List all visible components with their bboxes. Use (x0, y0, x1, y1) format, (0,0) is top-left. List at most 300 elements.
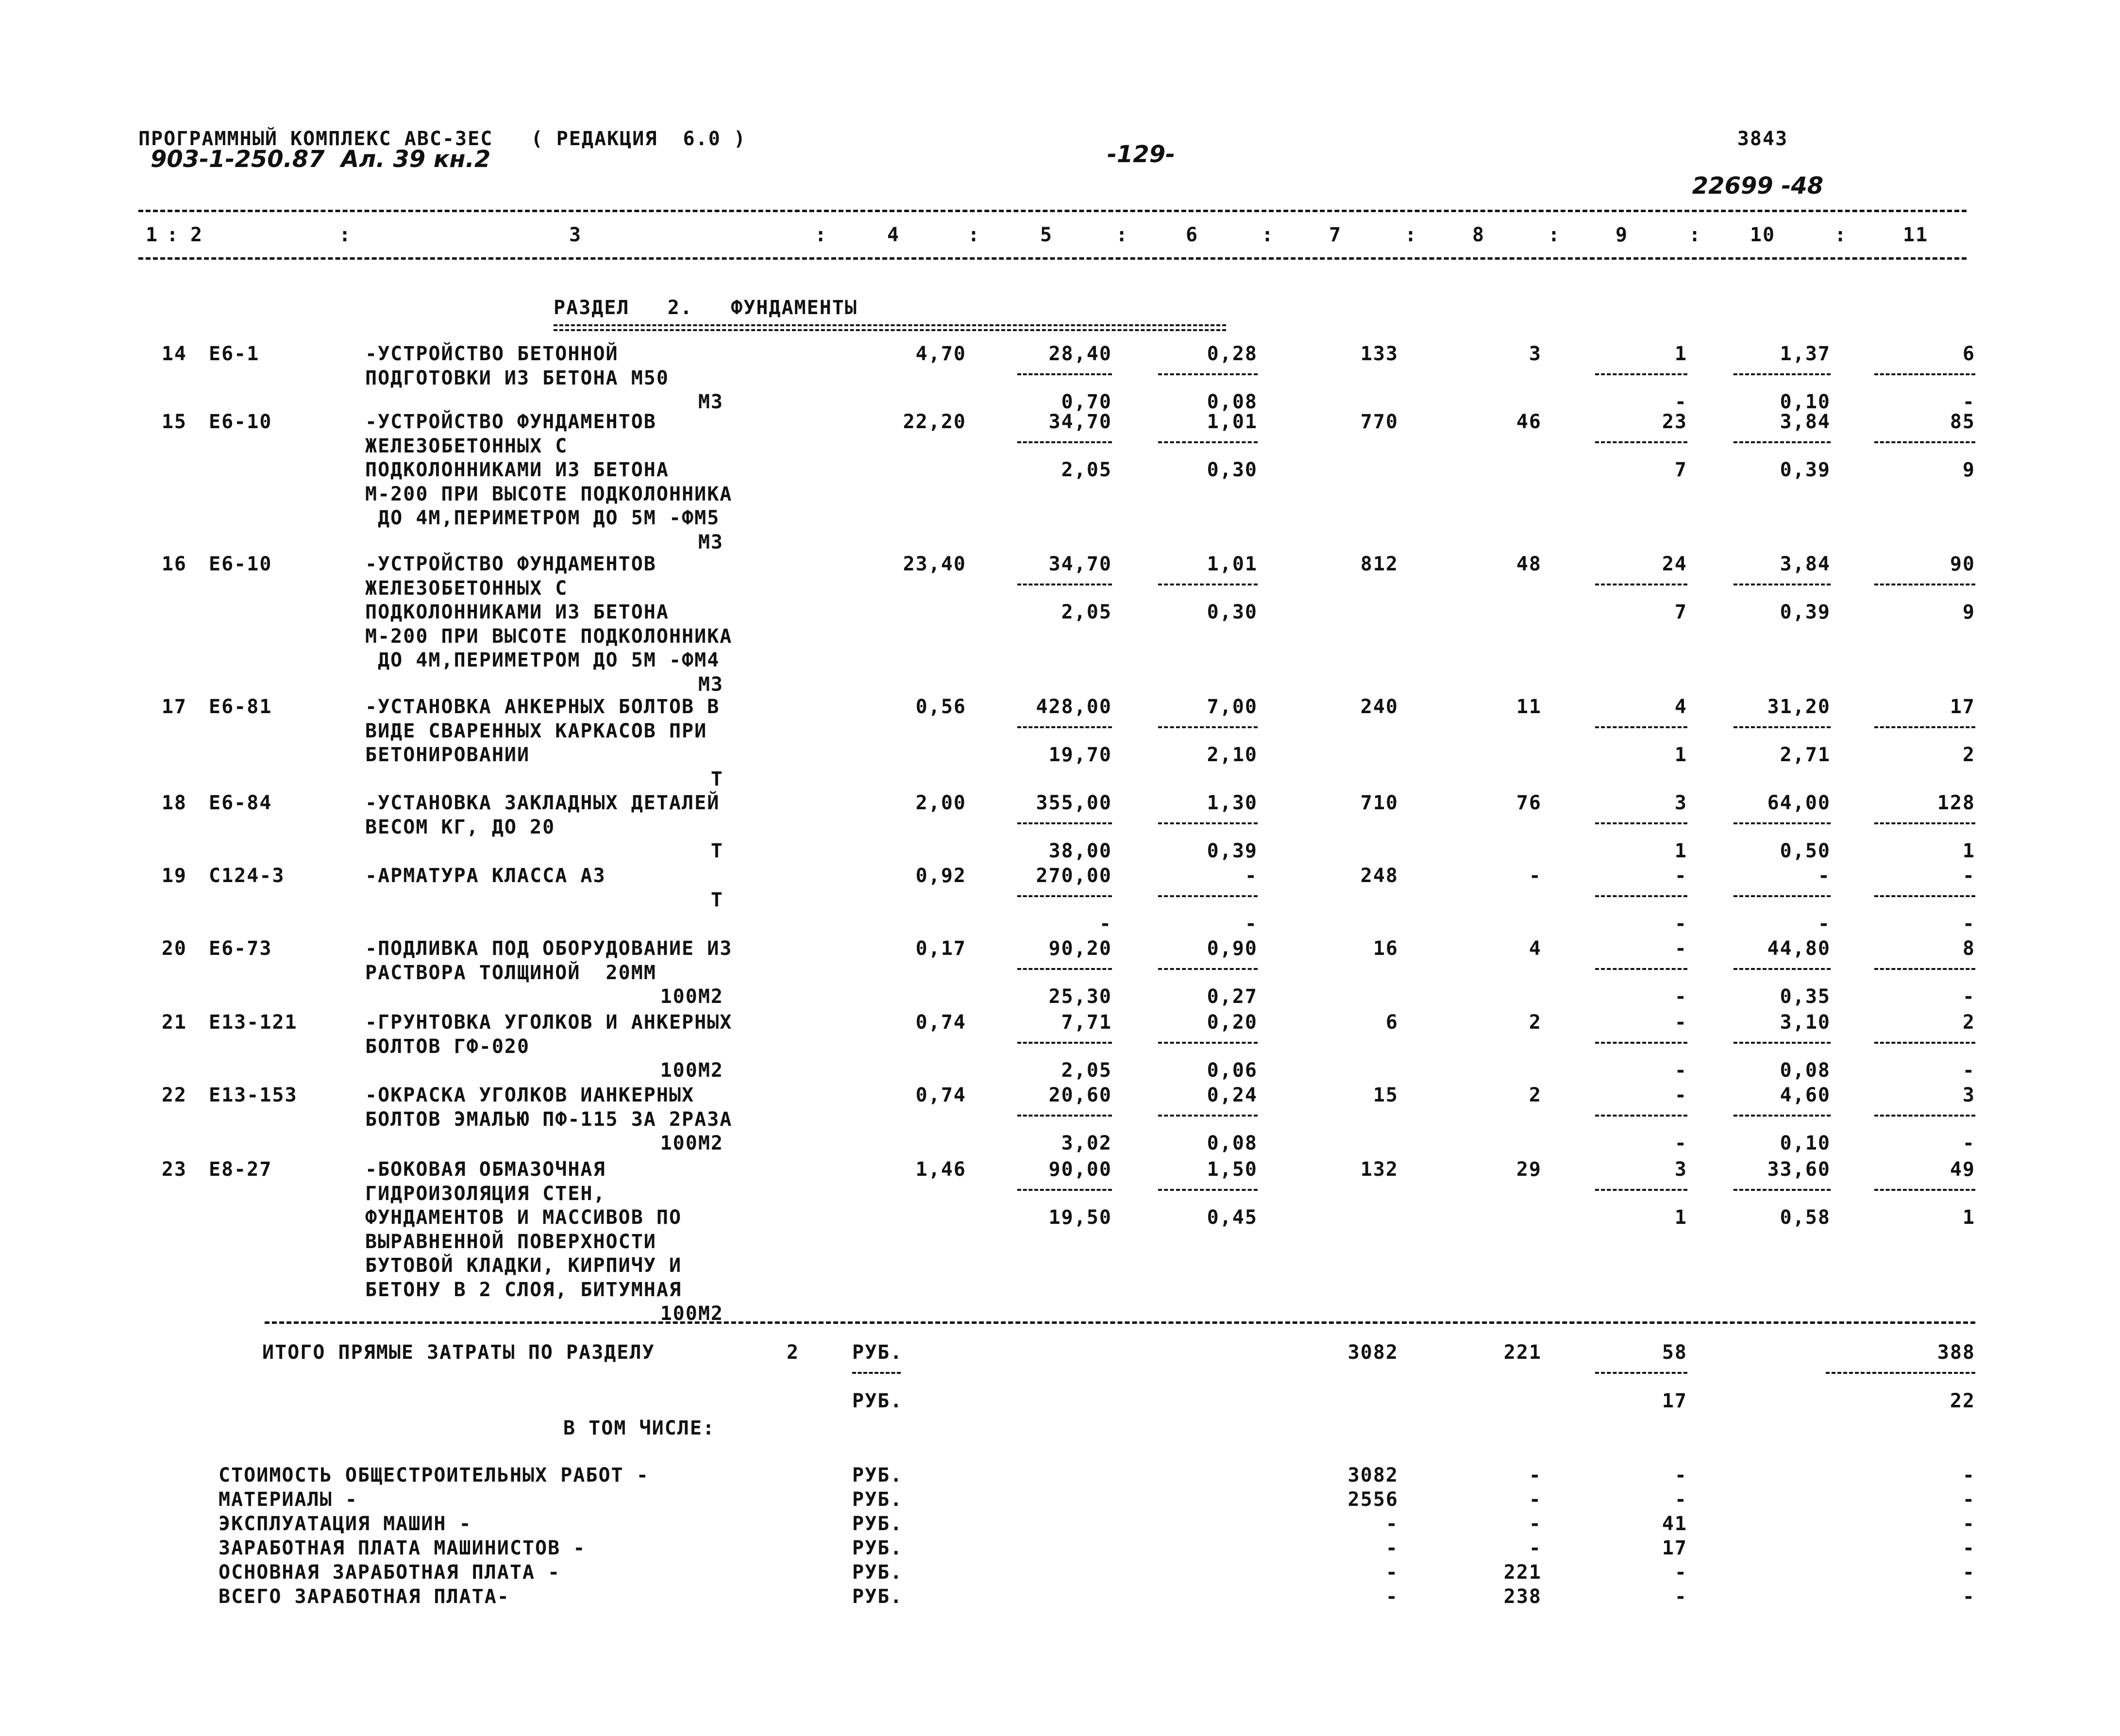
row-unit: М3 (698, 531, 723, 553)
totals-c9: 58 (1662, 1341, 1687, 1364)
column-separator: : (1405, 224, 1418, 246)
column-separator: : (1262, 224, 1275, 246)
row-code: Е6-10 (209, 411, 272, 433)
row-cell-c9: - (1674, 1011, 1687, 1034)
row-cell-c5b: 2,05 (1061, 1059, 1112, 1082)
row-cell-c5: 34,70 (1048, 553, 1112, 575)
row-cell-c9b: - (1674, 1059, 1687, 1082)
row-description-line: ПОДГОТОВКИ ИЗ БЕТОНА М50 (365, 367, 669, 389)
row-divider-c6 (1158, 441, 1258, 443)
row-description-line: -ГРУНТОВКА УГОЛКОВ И АНКЕРНЫХ (365, 1011, 733, 1034)
row-cell-c5: 7,71 (1061, 1011, 1112, 1034)
row-divider-c5 (1017, 441, 1112, 443)
row-cell-qty: 0,74 (915, 1084, 966, 1106)
row-divider-c6 (1158, 968, 1258, 970)
column-header-1: 1 (145, 224, 159, 246)
row-code: Е6-81 (209, 696, 272, 718)
breakdown-c11: - (1962, 1537, 1975, 1559)
row-number: 18 (161, 792, 187, 814)
row-cell-c10: 44,80 (1767, 937, 1831, 960)
row-cell-c8: 4 (1529, 937, 1542, 960)
row-cell-c11b: - (1962, 1132, 1975, 1154)
row-cell-c6: 1,30 (1207, 792, 1258, 814)
breakdown-c11: - (1962, 1488, 1975, 1511)
row-divider-c6 (1158, 1189, 1258, 1191)
row-cell-c10b: 0,10 (1780, 1132, 1831, 1154)
row-cell-c10b: 0,58 (1780, 1206, 1831, 1229)
row-divider-c5 (1017, 895, 1112, 897)
column-header-2: 2 (190, 224, 203, 246)
row-cell-c9b: - (1674, 1132, 1687, 1154)
row-cell-c10b: 0,39 (1780, 601, 1831, 623)
row-cell-c8: 3 (1529, 343, 1542, 365)
row-description-line: М-200 ПРИ ВЫСОТЕ ПОДКОЛОННИКА (365, 625, 733, 648)
row-cell-c9b: 1 (1674, 840, 1687, 862)
breakdown-label: ЭКСПЛУАТАЦИЯ МАШИН - (219, 1513, 472, 1535)
breakdown-c9: - (1674, 1464, 1687, 1486)
breakdown-c8: 238 (1503, 1586, 1542, 1608)
row-number: 22 (161, 1084, 187, 1106)
row-cell-c10: 3,10 (1780, 1011, 1831, 1034)
row-description-line: -УСТРОЙСТВО ФУНДАМЕНТОВ (365, 553, 656, 575)
row-cell-c9b: - (1674, 985, 1687, 1008)
row-cell-c11b: 9 (1962, 459, 1975, 481)
breakdown-c9: - (1674, 1586, 1687, 1608)
row-cell-c11: 8 (1962, 937, 1975, 960)
row-cell-c11b: - (1962, 985, 1975, 1008)
row-divider-c11 (1874, 1189, 1975, 1191)
row-cell-qty: 22,20 (903, 411, 966, 433)
row-description-line: -УСТАНОВКА АНКЕРНЫХ БОЛТОВ В (365, 696, 720, 718)
breakdown-c8: - (1529, 1464, 1542, 1486)
row-cell-c9: 24 (1662, 553, 1687, 575)
row-cell-c5b: 19,50 (1048, 1206, 1112, 1229)
row-cell-c10b: 2,71 (1780, 744, 1831, 766)
breakdown-label: ОСНОВНАЯ ЗАРАБОТНАЯ ПЛАТА - (219, 1561, 561, 1584)
row-cell-c5b: 25,30 (1048, 985, 1112, 1008)
row-divider-c11 (1874, 895, 1975, 897)
breakdown-unit: РУБ. (852, 1464, 903, 1486)
row-divider-c9 (1595, 441, 1687, 443)
row-cell-qty: 0,56 (915, 696, 966, 718)
row-cell-c5b: - (1099, 913, 1112, 935)
column-separator: : (1548, 224, 1561, 246)
row-unit: 100М2 (660, 985, 723, 1008)
row-cell-qty: 2,00 (915, 792, 966, 814)
breakdown-c8: - (1529, 1537, 1542, 1559)
row-cell-c5: 355,00 (1036, 792, 1112, 814)
row-cell-qty: 0,17 (915, 937, 966, 960)
row-cell-c10b: - (1817, 913, 1831, 935)
row-cell-c6b: 0,39 (1207, 840, 1258, 862)
row-divider-c9 (1595, 584, 1687, 585)
row-divider-c5 (1017, 1189, 1112, 1191)
row-cell-c8: 48 (1516, 553, 1542, 575)
row-cell-c11b: - (1962, 391, 1975, 413)
row-divider-c10 (1733, 584, 1831, 585)
row-cell-c9b: 1 (1674, 744, 1687, 766)
breakdown-c8: - (1529, 1513, 1542, 1535)
row-divider-c10 (1733, 726, 1831, 728)
row-cell-c5b: 3,02 (1061, 1132, 1112, 1154)
row-description-line: ВЕСОМ КГ, ДО 20 (365, 816, 555, 838)
row-divider-c6 (1158, 584, 1258, 585)
row-cell-c6b: 0,08 (1207, 1132, 1258, 1154)
row-cell-c9: 3 (1674, 792, 1687, 814)
row-cell-c10: 31,20 (1767, 696, 1831, 718)
row-description-line: ПОДКОЛОННИКАМИ ИЗ БЕТОНА (365, 601, 669, 623)
row-cell-c9: 1 (1674, 343, 1687, 365)
row-number: 14 (161, 343, 187, 365)
breakdown-c7: - (1385, 1513, 1398, 1535)
document-number: 22699 -48 (1692, 172, 1824, 200)
column-header-3: 3 (569, 224, 582, 246)
breakdown-unit: РУБ. (852, 1513, 903, 1535)
row-cell-c8: 2 (1529, 1084, 1542, 1106)
totals-section: 2 (787, 1341, 800, 1364)
row-cell-c9: 4 (1674, 696, 1687, 718)
row-cell-c8: 76 (1516, 792, 1542, 814)
row-divider-c11 (1874, 1042, 1975, 1044)
row-cell-c10: 3,84 (1780, 553, 1831, 575)
breakdown-c8: - (1529, 1488, 1542, 1511)
row-cell-c11b: 1 (1962, 840, 1975, 862)
row-cell-c6: 0,20 (1207, 1011, 1258, 1034)
row-cell-c7: 770 (1360, 411, 1398, 433)
row-cell-c6: 0,24 (1207, 1084, 1258, 1106)
row-cell-c7: 132 (1360, 1158, 1398, 1181)
row-cell-c9b: 7 (1674, 601, 1687, 623)
row-code: С124-3 (209, 865, 285, 887)
header-rule-top (138, 210, 1967, 212)
row-cell-c7: 710 (1360, 792, 1398, 814)
row-cell-qty: 23,40 (903, 553, 966, 575)
row-divider-c5 (1017, 584, 1112, 585)
row-cell-c10b: 0,08 (1780, 1059, 1831, 1082)
row-cell-c5: 34,70 (1048, 411, 1112, 433)
row-divider-c5 (1017, 1115, 1112, 1117)
row-divider-c5 (1017, 726, 1112, 728)
row-cell-c9b: - (1674, 391, 1687, 413)
row-number: 16 (161, 553, 187, 575)
row-cell-c7: 240 (1360, 696, 1398, 718)
row-divider-c6 (1158, 726, 1258, 728)
row-cell-c11b: 9 (1962, 601, 1975, 623)
column-header-5: 5 (1040, 224, 1053, 246)
row-divider-c9 (1595, 373, 1687, 375)
row-cell-c5b: 2,05 (1061, 459, 1112, 481)
totals-unit-2: РУБ. (852, 1390, 903, 1412)
row-cell-c11: 2 (1962, 1011, 1975, 1034)
row-divider-c6 (1158, 895, 1258, 897)
row-divider-c10 (1733, 895, 1831, 897)
row-cell-qty: 1,46 (915, 1158, 966, 1181)
row-cell-qty: 4,70 (915, 343, 966, 365)
row-code: Е6-10 (209, 553, 272, 575)
row-cell-c5: 90,00 (1048, 1158, 1112, 1181)
row-description-line: -ПОДЛИВКА ПОД ОБОРУДОВАНИЕ ИЗ (365, 937, 733, 960)
row-cell-c9: 3 (1674, 1158, 1687, 1181)
row-divider-c11 (1874, 822, 1975, 824)
row-divider-c5 (1017, 1042, 1112, 1044)
row-divider-c11 (1874, 1115, 1975, 1117)
totals-rule (265, 1321, 1975, 1324)
row-description-line: ГИДРОИЗОЛЯЦИЯ СТЕН, (365, 1182, 606, 1205)
row-unit: 100М2 (660, 1302, 723, 1325)
breakdown-c9: - (1674, 1561, 1687, 1584)
row-cell-c9: - (1674, 865, 1687, 887)
row-cell-c7: 6 (1385, 1011, 1398, 1034)
row-cell-c6b: 0,08 (1207, 391, 1258, 413)
row-cell-c10: - (1817, 865, 1831, 887)
column-separator: : (815, 224, 828, 246)
row-divider-c10 (1733, 441, 1831, 443)
row-divider-c9 (1595, 895, 1687, 897)
row-cell-c6b: 0,30 (1207, 601, 1258, 623)
row-cell-c7: 15 (1373, 1084, 1398, 1106)
column-separator: : (167, 224, 180, 246)
column-header-8: 8 (1472, 224, 1485, 246)
row-description-line: ВЫРАВНЕННОЙ ПОВЕРХНОСТИ (365, 1230, 656, 1253)
row-cell-c8: 2 (1529, 1011, 1542, 1034)
totals-c11-sub: 22 (1950, 1390, 1975, 1412)
row-cell-c10: 3,84 (1780, 411, 1831, 433)
breakdown-label: ЗАРАБОТНАЯ ПЛАТА МАШИНИСТОВ - (219, 1537, 586, 1559)
row-code: Е6-73 (209, 937, 272, 960)
row-cell-c5: 28,40 (1048, 343, 1112, 365)
column-separator: : (339, 224, 352, 246)
row-cell-c10b: 0,35 (1780, 985, 1831, 1008)
row-cell-c11b: 1 (1962, 1206, 1975, 1229)
row-description-line: БЕТОНУ В 2 СЛОЯ, БИТУМНАЯ (365, 1278, 682, 1301)
row-cell-c6b: 0,27 (1207, 985, 1258, 1008)
breakdown-unit: РУБ. (852, 1561, 903, 1584)
row-cell-c9: 23 (1662, 411, 1687, 433)
totals-c11: 388 (1937, 1341, 1975, 1364)
row-cell-c9b: 7 (1674, 459, 1687, 481)
sheet-number: 3843 (1737, 128, 1788, 150)
row-cell-c7: 16 (1373, 937, 1398, 960)
breakdown-c11: - (1962, 1561, 1975, 1584)
row-divider-c11 (1874, 968, 1975, 970)
breakdown-c7: - (1385, 1537, 1398, 1559)
row-cell-c10b: 0,39 (1780, 459, 1831, 481)
totals-divider-c9 (1595, 1372, 1687, 1374)
row-cell-c6b: - (1245, 913, 1258, 935)
row-cell-qty: 0,74 (915, 1011, 966, 1034)
breakdown-c7: - (1385, 1586, 1398, 1608)
row-divider-c6 (1158, 373, 1258, 375)
row-cell-c5b: 2,05 (1061, 601, 1112, 623)
row-description-line: М-200 ПРИ ВЫСОТЕ ПОДКОЛОННИКА (365, 483, 733, 505)
row-description-line: БОЛТОВ ГФ-020 (365, 1035, 530, 1058)
row-cell-c10: 64,00 (1767, 792, 1831, 814)
row-divider-c11 (1874, 373, 1975, 375)
section-underline (554, 324, 1226, 331)
including-label: В ТОМ ЧИСЛЕ: (563, 1417, 715, 1439)
column-separator: : (1116, 224, 1129, 246)
breakdown-c11: - (1962, 1464, 1975, 1486)
column-separator: : (1834, 224, 1848, 246)
row-cell-c5b: 0,70 (1061, 391, 1112, 413)
row-description-line: ДО 4М,ПЕРИМЕТРОМ ДО 5М -ФМ5 (365, 507, 720, 529)
row-cell-c6: - (1245, 865, 1258, 887)
row-cell-c6: 1,01 (1207, 553, 1258, 575)
row-number: 21 (161, 1011, 187, 1034)
row-unit: 100М2 (660, 1059, 723, 1082)
breakdown-c11: - (1962, 1513, 1975, 1535)
row-cell-c7: 133 (1360, 343, 1398, 365)
row-divider-c11 (1874, 726, 1975, 728)
breakdown-c7: - (1385, 1561, 1398, 1584)
row-cell-c5: 270,00 (1036, 865, 1112, 887)
row-cell-c8: - (1529, 865, 1542, 887)
row-description-line: ПОДКОЛОННИКАМИ ИЗ БЕТОНА (365, 459, 669, 481)
header-rule-bottom (138, 257, 1967, 260)
row-description-line: -УСТРОЙСТВО ФУНДАМЕНТОВ (365, 411, 656, 433)
column-header-7: 7 (1329, 224, 1342, 246)
row-unit: М3 (698, 391, 723, 413)
row-number: 20 (161, 937, 187, 960)
row-divider-c9 (1595, 822, 1687, 824)
breakdown-c7: 3082 (1347, 1464, 1398, 1486)
row-cell-c10: 1,37 (1780, 343, 1831, 365)
row-number: 15 (161, 411, 187, 433)
row-cell-c5b: 19,70 (1048, 744, 1112, 766)
row-number: 19 (161, 865, 187, 887)
row-cell-c7: 812 (1360, 553, 1398, 575)
row-description-line: ЖЕЛЕЗОБЕТОННЫХ С (365, 434, 568, 457)
breakdown-label: ВСЕГО ЗАРАБОТНАЯ ПЛАТА- (219, 1586, 510, 1608)
row-cell-c9: - (1674, 937, 1687, 960)
row-description-line: -АРМАТУРА КЛАССА А3 (365, 865, 606, 887)
row-cell-c9b: 1 (1674, 1206, 1687, 1229)
row-cell-c6b: 0,30 (1207, 459, 1258, 481)
row-divider-c11 (1874, 441, 1975, 443)
row-divider-c5 (1017, 373, 1112, 375)
row-cell-c5b: 38,00 (1048, 840, 1112, 862)
row-description-line: ВИДЕ СВАРЕННЫХ КАРКАСОВ ПРИ (365, 719, 707, 742)
row-cell-c6b: 0,06 (1207, 1059, 1258, 1082)
row-cell-c11b: 2 (1962, 744, 1975, 766)
row-divider-c9 (1595, 968, 1687, 970)
row-divider-c9 (1595, 1042, 1687, 1044)
row-divider-c9 (1595, 1189, 1687, 1191)
totals-unit-underline (852, 1372, 901, 1374)
breakdown-c11: - (1962, 1586, 1975, 1608)
row-code: Е6-1 (209, 343, 260, 365)
row-cell-c6b: 0,45 (1207, 1206, 1258, 1229)
row-description-line: -БОКОВАЯ ОБМАЗОЧНАЯ (365, 1158, 606, 1181)
row-divider-c5 (1017, 968, 1112, 970)
breakdown-label: СТОИМОСТЬ ОБЩЕСТРОИТЕЛЬНЫХ РАБОТ - (219, 1464, 649, 1486)
row-cell-c10: 33,60 (1767, 1158, 1831, 1181)
row-cell-c9: - (1674, 1084, 1687, 1106)
breakdown-c9: 17 (1662, 1537, 1687, 1559)
row-cell-c11: 6 (1962, 343, 1975, 365)
row-unit: Т (710, 840, 723, 862)
row-cell-c8: 46 (1516, 411, 1542, 433)
row-cell-c11: 17 (1950, 696, 1975, 718)
row-cell-c11: 3 (1962, 1084, 1975, 1106)
row-divider-c6 (1158, 822, 1258, 824)
row-cell-c6: 0,90 (1207, 937, 1258, 960)
row-cell-qty: 0,92 (915, 865, 966, 887)
row-cell-c11: 90 (1950, 553, 1975, 575)
row-description-line: -УСТРОЙСТВО БЕТОННОЙ (365, 343, 619, 365)
program-title: ПРОГРАММНЫЙ КОМПЛЕКС АВС-ЗЕС ( РЕДАКЦИЯ 6.0 ) (138, 128, 746, 150)
row-cell-c6: 0,28 (1207, 343, 1258, 365)
row-divider-c10 (1733, 1115, 1831, 1117)
row-code: Е13-121 (209, 1011, 298, 1034)
row-unit: Т (710, 888, 723, 911)
row-description-line: БЕТОНИРОВАНИИ (365, 744, 530, 766)
row-cell-c6: 7,00 (1207, 696, 1258, 718)
page-number: -129- (1107, 141, 1176, 168)
row-divider-c10 (1733, 373, 1831, 375)
row-cell-c7: 248 (1360, 865, 1398, 887)
row-cell-c6: 1,01 (1207, 411, 1258, 433)
breakdown-unit: РУБ. (852, 1586, 903, 1608)
breakdown-c9: 41 (1662, 1513, 1687, 1535)
row-cell-c11: 85 (1950, 411, 1975, 433)
row-divider-c10 (1733, 822, 1831, 824)
row-cell-c10b: 0,10 (1780, 391, 1831, 413)
row-number: 23 (161, 1158, 187, 1181)
breakdown-unit: РУБ. (852, 1537, 903, 1559)
row-divider-c6 (1158, 1115, 1258, 1117)
row-divider-c9 (1595, 1115, 1687, 1117)
column-separator: : (1689, 224, 1702, 246)
row-code: Е13-153 (209, 1084, 298, 1106)
row-description-line: БОЛТОВ ЭМАЛЬЮ ПФ-115 ЗА 2РАЗА (365, 1108, 733, 1131)
row-cell-c11b: - (1962, 1059, 1975, 1082)
row-divider-c10 (1733, 968, 1831, 970)
column-header-9: 9 (1615, 224, 1629, 246)
breakdown-c7: 2556 (1347, 1488, 1398, 1511)
row-unit: Т (710, 768, 723, 790)
row-code: Е6-84 (209, 792, 272, 814)
row-cell-c5: 428,00 (1036, 696, 1112, 718)
breakdown-label: МАТЕРИАЛЫ - (219, 1488, 358, 1511)
row-description-line: ДО 4М,ПЕРИМЕТРОМ ДО 5М -ФМ4 (365, 649, 720, 671)
row-description-line: ФУНДАМЕНТОВ И МАССИВОВ ПО (365, 1206, 682, 1229)
row-cell-c10b: 0,50 (1780, 840, 1831, 862)
row-divider-c5 (1017, 822, 1112, 824)
row-divider-c10 (1733, 1042, 1831, 1044)
row-description-line: БУТОВОЙ КЛАДКИ, КИРПИЧУ И (365, 1254, 682, 1277)
totals-divider-c11 (1826, 1372, 1975, 1374)
column-header-10: 10 (1750, 224, 1776, 246)
row-code: Е8-27 (209, 1158, 272, 1181)
row-cell-c6b: 2,10 (1207, 744, 1258, 766)
row-cell-c10: 4,60 (1780, 1084, 1831, 1106)
row-description-line: -ОКРАСКА УГОЛКОВ ИАНКЕРНЫХ (365, 1084, 695, 1106)
row-unit: 100М2 (660, 1132, 723, 1154)
row-number: 17 (161, 696, 187, 718)
row-cell-c5: 90,20 (1048, 937, 1112, 960)
totals-c7: 3082 (1347, 1341, 1398, 1364)
totals-unit-1: РУБ. (852, 1341, 903, 1364)
column-header-6: 6 (1185, 224, 1199, 246)
row-description-line: ЖЕЛЕЗОБЕТОННЫХ С (365, 577, 568, 600)
totals-c9-sub: 17 (1662, 1390, 1687, 1412)
row-unit: М3 (698, 673, 723, 696)
column-header-11: 11 (1902, 224, 1929, 246)
row-cell-c6: 1,50 (1207, 1158, 1258, 1181)
row-divider-c6 (1158, 1042, 1258, 1044)
totals-c8: 221 (1503, 1341, 1542, 1364)
